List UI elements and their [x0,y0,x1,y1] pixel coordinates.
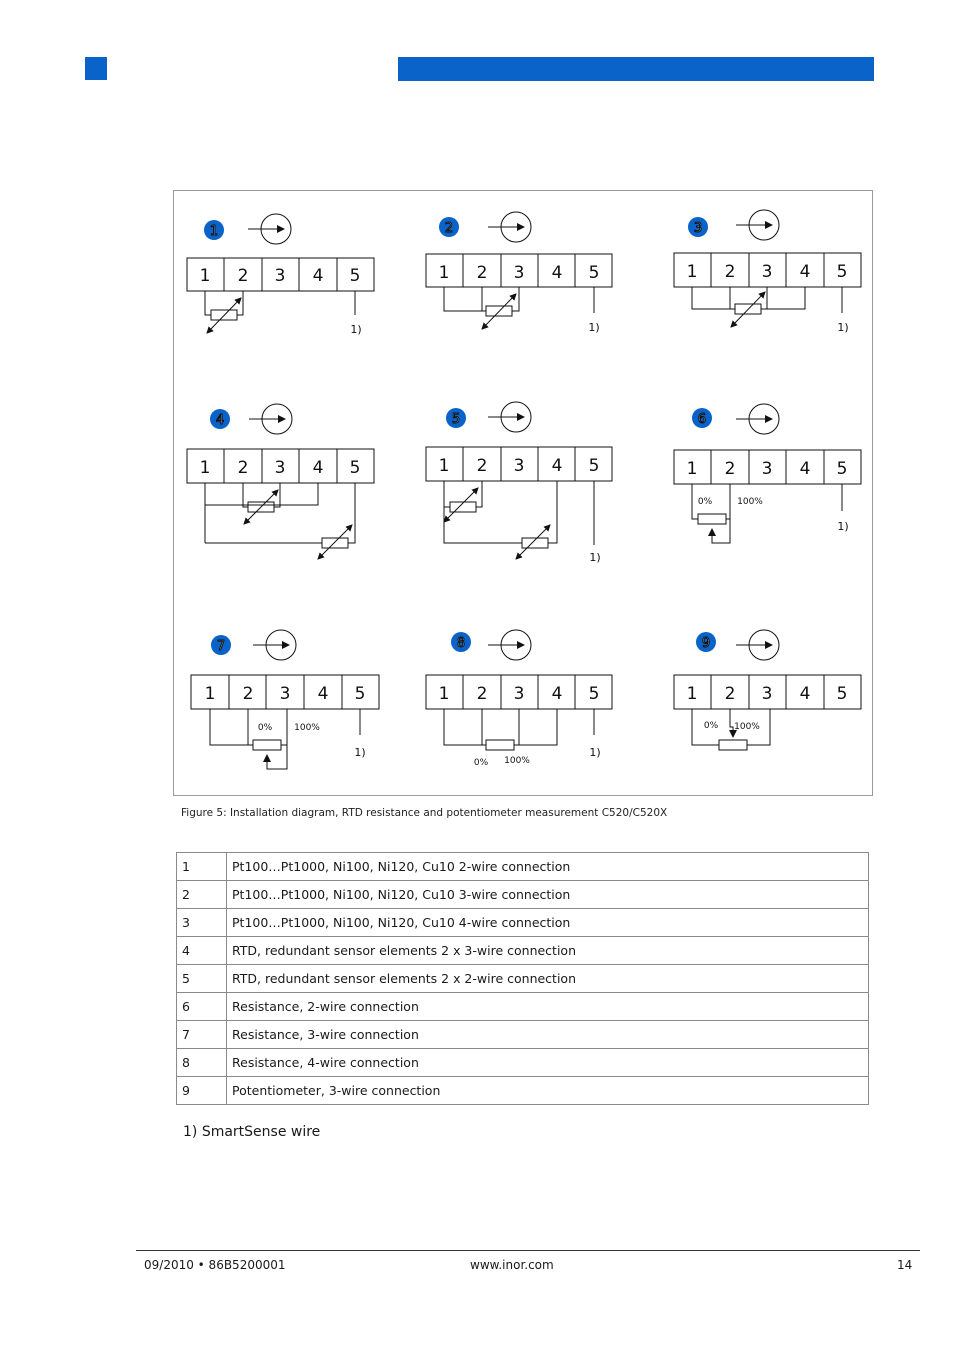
svg-text:3: 3 [274,458,286,478]
svg-text:2: 2 [724,459,736,479]
diagram-number-badge [688,217,708,237]
svg-text:0%: 0% [697,497,713,507]
svg-text:5: 5 [354,684,366,704]
svg-text:4: 4 [312,458,324,478]
rtd-sensor-wiring [444,287,519,329]
row-description: Resistance, 4-wire connection [227,1049,869,1077]
table-row [177,881,869,909]
row-number: 6 [177,993,227,1021]
svg-text:3: 3 [761,684,773,704]
svg-text:2: 2 [237,458,249,478]
svg-text:3: 3 [513,456,525,476]
svg-text:100%: 100% [504,756,530,766]
terminal-block [426,254,612,287]
footer-date-docnumber: 09/2010 • 86B5200001 [144,1258,286,1272]
rtd-sensor-1-wiring [205,483,280,543]
svg-text:1: 1 [199,266,211,286]
svg-text:1: 1 [438,263,450,283]
diagram-4 [187,404,374,559]
svg-text:1: 1 [686,262,698,282]
svg-text:4: 4 [551,684,563,704]
row-description: Potentiometer, 3-wire connection [227,1077,869,1105]
svg-text:4: 4 [312,266,324,286]
resistance-wiring [210,709,320,769]
svg-text:100%: 100% [734,722,760,732]
potentiometer-wiring [692,709,770,750]
svg-text:4: 4 [799,684,811,704]
svg-text:2: 2 [476,263,488,283]
diagram-6 [674,404,861,543]
diagram-legend-table [176,852,869,1105]
diagram-number-badge [210,409,230,429]
current-source-symbol [249,404,292,434]
diagram-9 [674,630,861,750]
svg-text:7: 7 [216,639,226,654]
svg-text:3: 3 [513,684,525,704]
svg-text:3: 3 [761,459,773,479]
row-description: RTD, redundant sensor elements 2 x 2-wire connection [227,965,869,993]
figure-caption: Figure 5: Installation diagram, RTD resistance and potentiometer measurement C520/C520X [181,807,668,819]
current-source-symbol [736,630,779,660]
row-description: Pt100…Pt1000, Ni100, Ni120, Cu10 2-wire connection [227,853,869,881]
diagram-number-badge [211,635,231,655]
svg-text:2: 2 [724,684,736,704]
diagram-8 [426,630,612,768]
svg-text:5: 5 [588,263,600,283]
diagram-3 [674,210,861,334]
svg-text:5: 5 [836,262,848,282]
terminal-block [674,253,861,287]
svg-text:4: 4 [799,262,811,282]
svg-text:5: 5 [349,458,361,478]
terminal-block [674,675,861,709]
diagram-number-badge [204,220,224,240]
svg-text:0%: 0% [703,721,719,731]
table-row [177,909,869,937]
svg-text:3: 3 [279,684,291,704]
terminal-block [187,449,374,483]
svg-text:1: 1 [199,458,211,478]
current-source-symbol [488,402,531,432]
row-description: Resistance, 2-wire connection [227,993,869,1021]
current-source-symbol [488,212,531,242]
terminal-block [426,675,612,709]
diagram-5 [426,402,612,564]
header-accent-block [85,57,107,80]
row-number: 7 [177,1021,227,1049]
svg-text:5: 5 [349,266,361,286]
row-description: Resistance, 3-wire connection [227,1021,869,1049]
table-row [177,1077,869,1105]
smartsense-note: 1) [354,746,366,759]
svg-text:4: 4 [551,263,563,283]
svg-text:1: 1 [204,684,216,704]
row-number: 8 [177,1049,227,1077]
rtd-sensor-wiring [692,287,805,327]
resistance-wiring [692,484,763,543]
svg-text:3: 3 [693,221,703,236]
svg-text:4: 4 [551,456,563,476]
svg-text:5: 5 [588,684,600,704]
svg-text:100%: 100% [737,497,763,507]
table-row [177,937,869,965]
svg-text:5: 5 [836,684,848,704]
terminal-block [187,258,374,291]
rtd-sensor-wiring [205,291,243,333]
resistance-wiring [444,709,557,768]
terminal-block [426,447,612,481]
diagram-number-badge [692,408,712,428]
row-number: 9 [177,1077,227,1105]
table-row [177,965,869,993]
svg-text:5: 5 [451,412,461,427]
svg-text:0%: 0% [257,723,273,733]
diagram-number-badge [696,632,716,652]
svg-text:1: 1 [438,456,450,476]
svg-text:3: 3 [513,263,525,283]
terminal-block [191,675,379,709]
page-number: 14 [897,1258,913,1272]
svg-text:4: 4 [317,684,329,704]
svg-text:1: 1 [686,684,698,704]
row-number: 1 [177,853,227,881]
smartsense-note: 1) [837,520,849,533]
current-source-symbol [248,214,291,244]
svg-text:2: 2 [476,684,488,704]
table-row [177,1049,869,1077]
smartsense-note: 1) [350,323,362,336]
svg-text:5: 5 [588,456,600,476]
row-description: Pt100…Pt1000, Ni100, Ni120, Cu10 3-wire connection [227,881,869,909]
svg-text:2: 2 [237,266,249,286]
svg-text:6: 6 [697,412,707,427]
svg-text:2: 2 [242,684,254,704]
svg-text:1: 1 [686,459,698,479]
installation-diagram-figure [173,190,873,796]
svg-text:2: 2 [724,262,736,282]
row-number: 5 [177,965,227,993]
row-number: 2 [177,881,227,909]
header-accent-bar [398,57,874,81]
footer-divider [136,1250,920,1251]
smartsense-note: 1) [837,321,849,334]
diagram-number-badge [446,408,466,428]
svg-text:5: 5 [836,459,848,479]
terminal-block [674,450,861,484]
row-number: 4 [177,937,227,965]
current-source-symbol [736,210,779,240]
diagram-2 [426,212,612,334]
table-row [177,853,869,881]
smartsense-note: 1) [589,746,601,759]
diagram-1 [187,214,374,336]
svg-text:0%: 0% [473,758,489,768]
current-source-symbol [736,404,779,434]
rtd-sensor-1-wiring [444,481,482,522]
row-description: Pt100…Pt1000, Ni100, Ni120, Cu10 4-wire connection [227,909,869,937]
current-source-symbol [253,630,296,660]
svg-text:1: 1 [438,684,450,704]
smartsense-note: 1) [588,321,600,334]
footer-website: www.inor.com [470,1258,554,1272]
row-number: 3 [177,909,227,937]
footnote: 1) SmartSense wire [183,1124,321,1140]
row-description: RTD, redundant sensor elements 2 x 3-wire connection [227,937,869,965]
table-row [177,993,869,1021]
rtd-sensor-2-wiring [444,481,557,559]
svg-text:9: 9 [701,636,711,651]
diagram-number-badge [439,217,459,237]
diagram-number-badge [451,632,471,652]
svg-text:1: 1 [209,224,219,239]
svg-text:3: 3 [761,262,773,282]
svg-text:2: 2 [476,456,488,476]
diagram-7 [191,630,379,769]
table-row [177,1021,869,1049]
svg-text:8: 8 [456,636,466,651]
svg-text:100%: 100% [294,723,320,733]
svg-text:2: 2 [444,221,454,236]
svg-text:4: 4 [215,413,225,428]
smartsense-note: 1) [589,551,601,564]
svg-text:3: 3 [274,266,286,286]
svg-text:4: 4 [799,459,811,479]
current-source-symbol [488,630,531,660]
